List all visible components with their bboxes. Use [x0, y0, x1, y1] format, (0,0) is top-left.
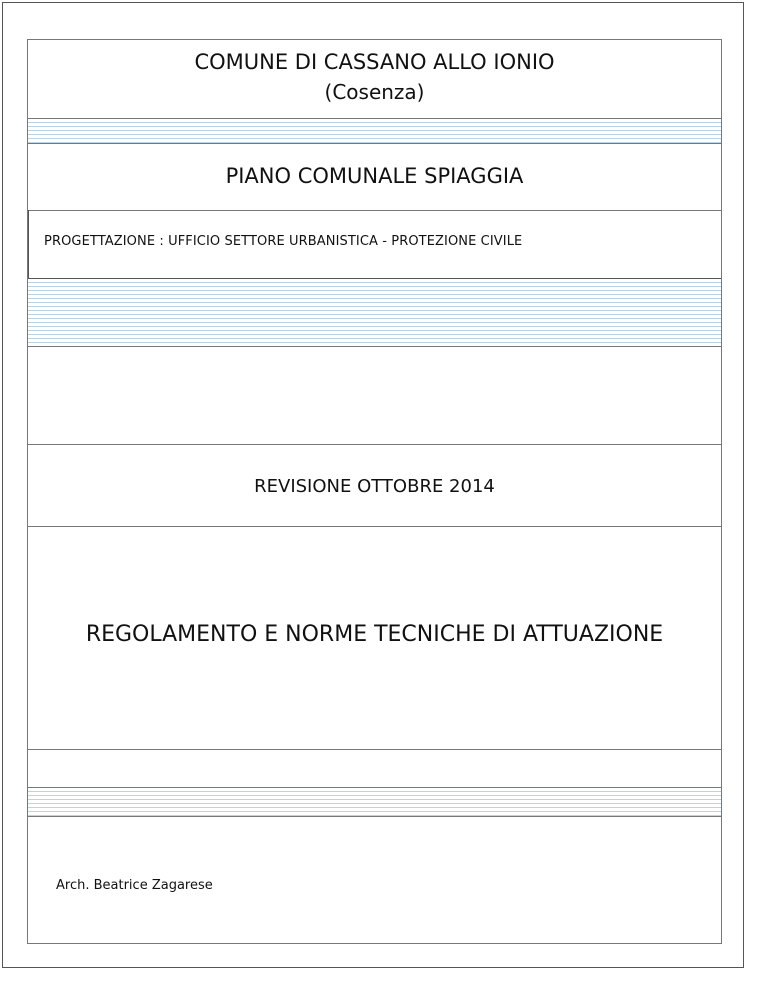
striped-band [28, 788, 721, 816]
divider [28, 749, 721, 750]
divider [28, 526, 721, 527]
divider [28, 210, 721, 211]
document-title: REGOLAMENTO E NORME TECNICHE DI ATTUAZIONE [85, 622, 664, 647]
divider [28, 346, 721, 347]
author-name: Arch. Beatrice Zagarese [56, 878, 213, 893]
striped-band [28, 119, 721, 143]
title-block-frame [27, 39, 722, 944]
striped-band [28, 279, 721, 346]
document-sheet [2, 2, 744, 968]
plan-title: PIANO COMUNALE SPIAGGIA [225, 164, 524, 188]
divider [28, 143, 721, 144]
divider [28, 444, 721, 445]
revision-label: REVISIONE OTTOBRE 2014 [254, 476, 495, 497]
municipality-title: COMUNE DI CASSANO ALLO IONIO [194, 50, 555, 74]
design-office-line: PROGETTAZIONE : UFFICIO SETTORE URBANISTICA - PROTEZIONE CIVILE [44, 234, 523, 249]
province-subtitle: (Cosenza) [324, 80, 425, 104]
divider [28, 816, 721, 817]
